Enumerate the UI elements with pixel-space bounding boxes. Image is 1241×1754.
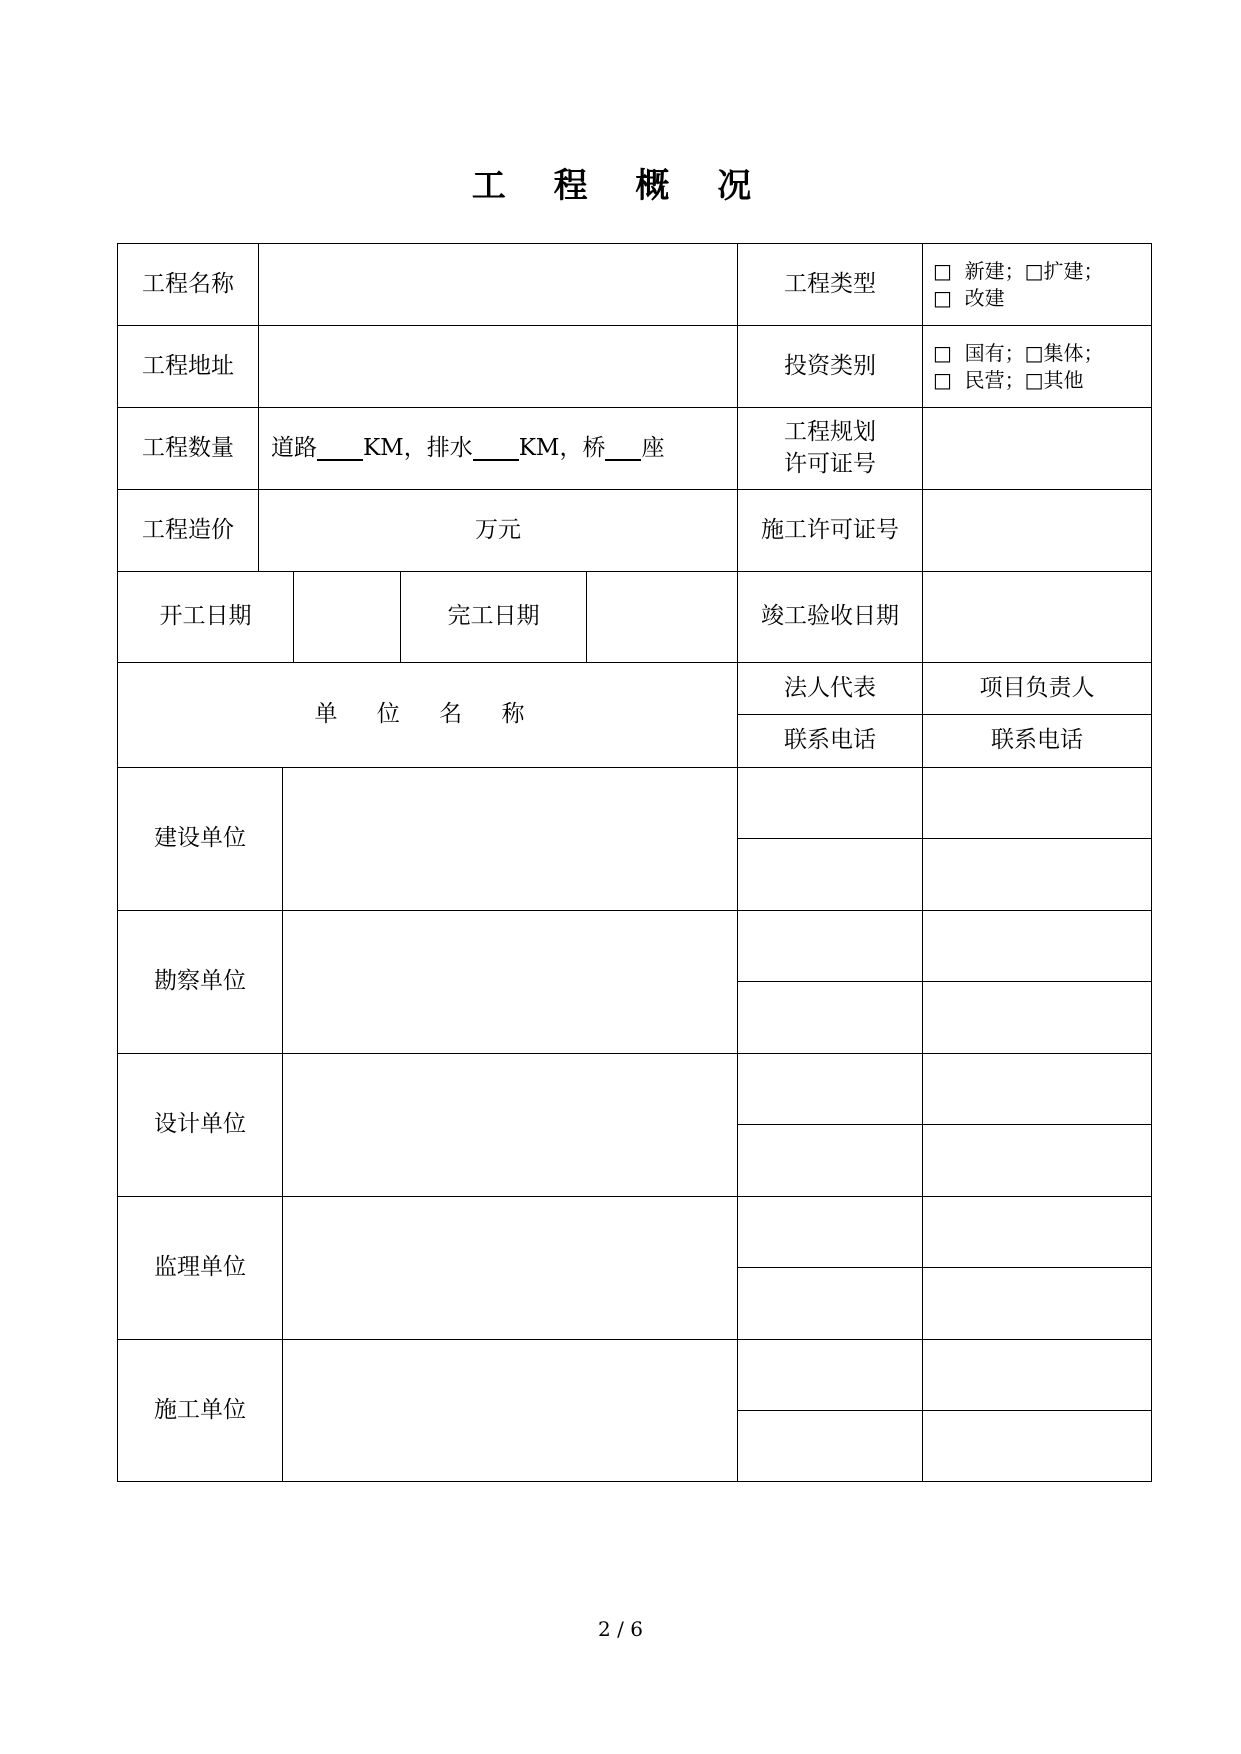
label-acceptance-date: 竣工验收日期 (737, 571, 923, 663)
legal-rep-field[interactable] (737, 910, 923, 982)
acceptance-date-field[interactable] (922, 571, 1152, 663)
legal-rep-phone-field[interactable] (737, 1267, 923, 1340)
label-unit-survey: 勘察单位 (117, 910, 283, 1054)
label-unit-name: 单 位 名 称 (117, 662, 738, 768)
page-title: 工 程 概 况 (471, 166, 770, 206)
project-lead-phone-field[interactable] (922, 838, 1152, 911)
legal-rep-field[interactable] (737, 1053, 923, 1125)
bridge-count-blank[interactable] (605, 436, 641, 461)
project-type-option-line-2[interactable]: □ 改建 (933, 285, 1005, 310)
page-number: 2 / 6 (598, 1617, 643, 1641)
legal-rep-field[interactable] (737, 1339, 923, 1411)
label-construction-permit: 施工许可证号 (737, 489, 923, 572)
investment-type-option-line-1[interactable]: □ 国有；□集体； (933, 340, 1104, 365)
project-lead-phone-field[interactable] (922, 1410, 1152, 1482)
start-date-field[interactable] (293, 571, 401, 663)
label-unit-design: 设计单位 (117, 1053, 283, 1197)
project-type-option-line-1[interactable]: □ 新建；□扩建； (933, 258, 1104, 283)
unit-name-field[interactable] (282, 767, 738, 911)
legal-rep-phone-field[interactable] (737, 1410, 923, 1482)
project-address-field[interactable] (258, 325, 738, 408)
label-contact-phone-2: 联系电话 (922, 714, 1152, 768)
drainage-length-blank[interactable] (473, 436, 519, 461)
project-name-field[interactable] (258, 243, 738, 326)
label-project-name: 工程名称 (117, 243, 259, 326)
project-lead-phone-field[interactable] (922, 1267, 1152, 1340)
project-lead-phone-field[interactable] (922, 981, 1152, 1054)
investment-type-option-line-2[interactable]: □ 民营；□其他 (933, 367, 1084, 392)
cost-unit: 万元 (475, 516, 521, 543)
label-investment-type: 投资类别 (737, 325, 923, 408)
construction-permit-field[interactable] (922, 489, 1152, 572)
finish-date-field[interactable] (586, 571, 738, 663)
legal-rep-field[interactable] (737, 1196, 923, 1268)
legal-rep-field[interactable] (737, 767, 923, 839)
label-unit-construction-owner: 建设单位 (117, 767, 283, 911)
label-legal-representative: 法人代表 (737, 662, 923, 715)
label-project-lead: 项目负责人 (922, 662, 1152, 715)
label-unit-contractor: 施工单位 (117, 1339, 283, 1482)
project-lead-field[interactable] (922, 1196, 1152, 1268)
project-lead-field[interactable] (922, 910, 1152, 982)
project-lead-field[interactable] (922, 1053, 1152, 1125)
project-lead-field[interactable] (922, 767, 1152, 839)
unit-name-field[interactable] (282, 1196, 738, 1340)
project-quantity-field[interactable]: 道路 KM，排水 KM，桥 座 (258, 407, 738, 490)
unit-name-field[interactable] (282, 1339, 738, 1482)
road-length-blank[interactable] (317, 436, 363, 461)
label-planning-permit: 工程规划 许可证号 (737, 407, 923, 490)
investment-type-options[interactable] (922, 325, 1152, 408)
label-project-type: 工程类型 (737, 243, 923, 326)
label-project-address: 工程地址 (117, 325, 259, 408)
project-type-options[interactable] (922, 243, 1152, 326)
label-project-quantity: 工程数量 (117, 407, 259, 490)
legal-rep-phone-field[interactable] (737, 1124, 923, 1197)
label-project-cost: 工程造价 (117, 489, 259, 572)
legal-rep-phone-field[interactable] (737, 838, 923, 911)
unit-name-field[interactable] (282, 1053, 738, 1197)
label-unit-supervision: 监理单位 (117, 1196, 283, 1340)
unit-name-field[interactable] (282, 910, 738, 1054)
label-finish-date: 完工日期 (400, 571, 587, 663)
planning-permit-field[interactable] (922, 407, 1152, 490)
legal-rep-phone-field[interactable] (737, 981, 923, 1054)
project-cost-field[interactable] (258, 489, 738, 572)
project-lead-field[interactable] (922, 1339, 1152, 1411)
label-contact-phone-1: 联系电话 (737, 714, 923, 768)
label-start-date: 开工日期 (117, 571, 294, 663)
project-lead-phone-field[interactable] (922, 1124, 1152, 1197)
